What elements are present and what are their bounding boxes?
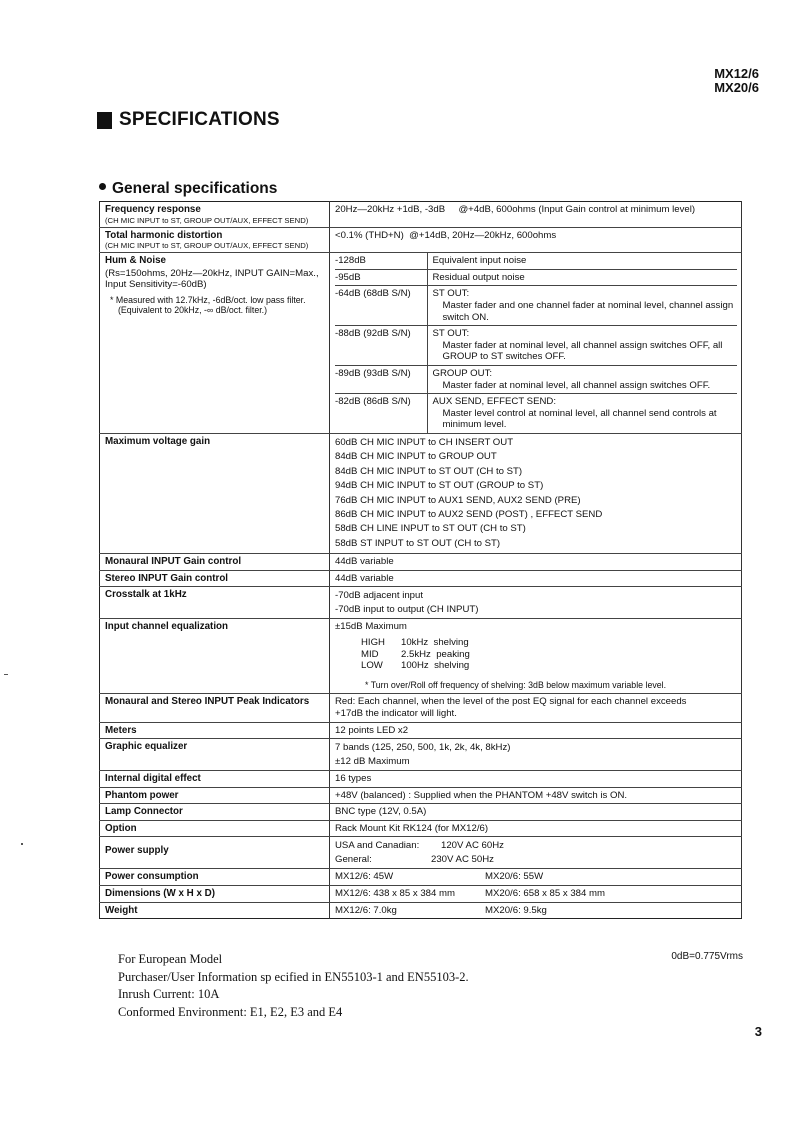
page-title-text: SPECIFICATIONS — [119, 109, 280, 130]
spec-row-weight — [100, 902, 742, 919]
spec-label: Weight — [105, 904, 138, 916]
spec-condition: (Rs=150ohms, 20Hz—20kHz, INPUT GAIN=Max., Input Sensitivity=-60dB) — [105, 267, 319, 291]
spec-label: Input channel equalization — [105, 621, 229, 633]
bullet-icon — [99, 183, 106, 190]
hum-noise-row — [335, 326, 737, 366]
hum-noise-row — [335, 269, 737, 286]
spec-row-power-consumption — [100, 869, 742, 886]
peak-line: Red: Each channel, when the level of the post EQ signal for each channel exceeds — [335, 696, 687, 708]
noise-detail: Master level control at nominal level, all channel send controls at minimum level. — [442, 407, 717, 431]
gain-line: 84dB CH MIC INPUT to ST OUT (CH to ST) — [335, 465, 523, 477]
spec-label: Graphic equalizer — [105, 741, 188, 753]
spec-value: 12 points LED x2 — [330, 722, 742, 739]
spec-row-effect — [100, 771, 742, 788]
hum-noise-row — [335, 365, 737, 393]
eq-band — [335, 637, 737, 649]
noise-value: -95dB — [335, 269, 427, 286]
gain-line: 60dB CH MIC INPUT to CH INSERT OUT — [335, 436, 514, 448]
noise-detail: Master fader at nominal level, all channel assign switches OFF. — [442, 379, 711, 391]
spec-row-graphic-eq — [100, 739, 742, 771]
noise-desc: Residual output noise — [432, 271, 525, 283]
spec-note: * Measured with 12.7kHz, -6dB/oct. low pass filter. — [110, 294, 306, 305]
spec-label: Power consumption — [105, 871, 199, 883]
peak-line: +17dB the indicator will light. — [335, 707, 457, 719]
gain-line: 58dB CH LINE INPUT to ST OUT (CH to ST) — [335, 523, 526, 535]
spec-row-hum-noise — [100, 253, 742, 434]
spec-sublabel: (CH MIC INPUT to ST, GROUP OUT/AUX, EFFECT SEND) — [105, 215, 309, 225]
spec-row-max-gain — [100, 433, 742, 553]
hum-noise-row — [335, 394, 737, 433]
spec-label: Hum & Noise — [105, 255, 166, 267]
noise-desc: Equivalent input noise — [432, 255, 527, 267]
eq-note: * Turn over/Roll off frequency of shelving: 3dB below maximum variable level. — [365, 679, 667, 690]
spec-value: 16 types — [330, 771, 742, 788]
psu-region: USA and Canadian: — [335, 840, 420, 852]
noise-detail: Master fader at nominal level, all channel assign switches OFF, all GROUP to ST switches OFF. — [442, 339, 723, 363]
psu-region: General: — [335, 853, 372, 865]
gain-line: 58dB ST INPUT to ST OUT (CH to ST) — [335, 537, 501, 549]
crosstalk-line: -70dB input to output (CH INPUT) — [335, 603, 479, 615]
noise-detail: Master fader and one channel fader at nominal level, channel assign switch ON. — [442, 299, 734, 323]
european-model-notes — [118, 951, 469, 1021]
page-number: 3 — [754, 1024, 762, 1039]
spec-value: Rack Mount Kit RK124 (for MX12/6) — [330, 820, 742, 837]
noise-desc: AUX SEND, EFFECT SEND: — [432, 396, 556, 408]
section-title — [99, 180, 277, 198]
eq-band-name: HIGH — [361, 636, 385, 648]
noise-value: -82dB (86dB S/N) — [335, 394, 427, 433]
spec-label: Lamp Connector — [105, 806, 183, 818]
hum-noise-subtable — [335, 253, 737, 433]
noise-desc: ST OUT: — [432, 288, 470, 300]
gain-line: 84dB CH MIC INPUT to GROUP OUT — [335, 451, 497, 463]
spec-row-frequency-response — [100, 202, 742, 228]
spec-row-meters — [100, 722, 742, 739]
spec-label: Monaural INPUT Gain control — [105, 556, 242, 568]
spec-value-mx20: MX20/6: 658 x 85 x 384 mm — [485, 888, 605, 900]
footer-line: Conformed Environment: E1, E2, E3 and E4 — [118, 1004, 343, 1019]
noise-value: -128dB — [335, 253, 427, 269]
spec-row-eq — [100, 619, 742, 694]
spec-label: Meters — [105, 724, 137, 736]
footer-line: Inrush Current: 10A — [118, 987, 220, 1001]
margin-mark — [4, 674, 8, 675]
noise-value: -88dB (92dB S/N) — [335, 326, 427, 366]
page-title — [97, 109, 280, 131]
eq-band-spec: 10kHz shelving — [401, 636, 469, 648]
noise-desc: ST OUT: — [432, 328, 470, 340]
eq-band-spec: 2.5kHz peaking — [401, 648, 470, 660]
spec-value: +48V (balanced) : Supplied when the PHANTOM +48V switch is ON. — [330, 787, 742, 804]
spec-table — [99, 201, 742, 919]
spec-note: (Equivalent to 20kHz, -∞ dB/oct. filter.) — [118, 305, 268, 316]
spec-value: <0.1% (THD+N) @+14dB, 20Hz—20kHz, 600ohms — [330, 227, 742, 253]
spec-label: Maximum voltage gain — [105, 435, 211, 447]
spec-value-mx12: MX12/6: 45W — [335, 871, 394, 883]
spec-row-peak — [100, 694, 742, 722]
spec-value-mx20: MX20/6: 9.5kg — [485, 904, 547, 916]
spec-label: Internal digital effect — [105, 773, 201, 785]
spec-label: Option — [105, 822, 137, 834]
margin-mark — [21, 843, 23, 845]
reference-level: 0dB=0.775Vrms — [671, 951, 743, 962]
psu-voltage: 120V AC 60Hz — [441, 840, 504, 852]
spec-value: 44dB variable — [330, 554, 742, 571]
eq-band — [335, 660, 737, 672]
spec-value: 20Hz—20kHz +1dB, -3dB @+4dB, 600ohms (Input Gain control at minimum level) — [330, 202, 742, 228]
noise-value: -89dB (93dB S/N) — [335, 365, 427, 393]
spec-value-mx20: MX20/6: 55W — [485, 871, 544, 883]
spec-row-dimensions — [100, 886, 742, 903]
geq-line: 7 bands (125, 250, 500, 1k, 2k, 4k, 8kHz) — [335, 742, 511, 754]
spec-label: Phantom power — [105, 789, 179, 801]
spec-row-phantom — [100, 787, 742, 804]
spec-row-power-supply — [100, 837, 742, 869]
hum-noise-row — [335, 253, 737, 269]
eq-band-name: MID — [361, 648, 379, 660]
spec-row-crosstalk — [100, 587, 742, 619]
spec-label: Crosstalk at 1kHz — [105, 589, 187, 601]
hum-noise-row — [335, 286, 737, 326]
geq-line: ±12 dB Maximum — [335, 755, 410, 767]
gain-line: 86dB CH MIC INPUT to AUX2 SEND (POST) , EFFECT SEND — [335, 508, 603, 520]
eq-max: ±15dB Maximum — [335, 621, 407, 633]
spec-label: Dimensions (W x H x D) — [105, 888, 215, 900]
spec-row-thd — [100, 227, 742, 253]
gain-line: 94dB CH MIC INPUT to ST OUT (GROUP to ST) — [335, 480, 544, 492]
model-name-2: MX20/6 — [714, 80, 759, 95]
spec-label: Monaural and Stereo INPUT Peak Indicators — [105, 696, 310, 708]
noise-desc: GROUP OUT: — [432, 367, 493, 379]
spec-label: Total harmonic distortion — [105, 229, 223, 241]
spec-label: Frequency response — [105, 204, 201, 215]
psu-voltage: 230V AC 50Hz — [431, 853, 494, 865]
eq-band — [335, 649, 737, 661]
noise-value: -64dB (68dB S/N) — [335, 286, 427, 326]
spec-value-mx12: MX12/6: 438 x 85 x 384 mm — [335, 888, 455, 900]
footer-line: For European Model — [118, 952, 223, 966]
spec-row-mono-gain — [100, 554, 742, 571]
spec-row-stereo-gain — [100, 570, 742, 587]
eq-band-spec: 100Hz shelving — [401, 660, 470, 672]
spec-row-option — [100, 820, 742, 837]
square-bullet-icon — [97, 112, 112, 129]
spec-row-lamp — [100, 804, 742, 821]
gain-line: 76dB CH MIC INPUT to AUX1 SEND, AUX2 SEND (PRE) — [335, 494, 581, 506]
section-title-text: General specifications — [112, 180, 278, 197]
model-name-1: MX12/6 — [714, 66, 759, 81]
eq-band-name: LOW — [361, 660, 383, 672]
spec-label: Stereo INPUT Gain control — [105, 572, 229, 584]
model-header — [714, 67, 759, 95]
spec-sublabel: (CH MIC INPUT to ST, GROUP OUT/AUX, EFFECT SEND) — [105, 241, 309, 251]
spec-value: 44dB variable — [330, 570, 742, 587]
crosstalk-line: -70dB adjacent input — [335, 590, 424, 602]
spec-label: Power supply — [105, 845, 169, 857]
footer-line: Purchaser/User Information sp ecified in EN55103-1 and EN55103-2. — [118, 969, 469, 984]
spec-value: BNC type (12V, 0.5A) — [330, 804, 742, 821]
spec-value-mx12: MX12/6: 7.0kg — [335, 904, 397, 916]
